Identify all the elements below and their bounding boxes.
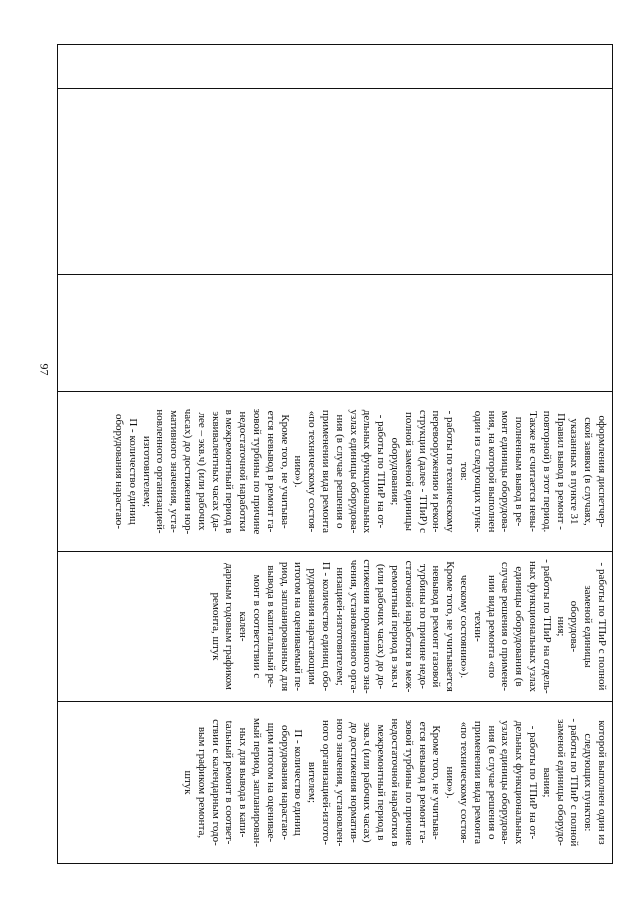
- blank-cell: [58, 45, 613, 89]
- cell-text: которой выполнен один из следующих пунктов: - работы по ТПиР с полной заменой единицы оборудо- вания; - работы по ТПиР на от- дельных функциональных узлах единицы оборудова- ния (в случае решения о применении вида ремонта «по техническому состоя- нию»). Кроме того, не учитыва- ется невывод в ремонт га- зовой турбины по причине недостаточной наработки в межремонтный период в экв.ч (или рабочих часах) до достижения норматив- ного значения, установлен- ного организацией-изгото- вителем; П - количество единиц оборудования нарастаю- щим итогом на оценивае- мый период, запланирован- ных для вывода в капи- tальный ремонт в соответ- ствии с календарным годо- вым графиком ремонта, штук: [182, 717, 608, 848]
- cell-text: оформления диспетчер- ской заявки (в случаях, указанных в пункте 31 Правил вывод в ремонт - повторной) в этот период. Также не считается невы- полненным вывод в ре- монт единицы оборудова- ния, на которой выполнен один из следующих пунк- тов: - работы по техническому перевооружению и рекон- струкции (далее - ТПиР) с полной заменой единицы оборудования; - работы по ТПиР на от- дельных функциональных узлах единицы оборудова- ния (в случае решения о применении вида ремонта «по техническому состоя- нию»). Кроме того, не учитыва- ется невывод в ремонт га- зовой турбины по причине недостаточной наработки в межремонтный период в эквивалентных часах (да- лее – экв.ч) (или рабочих часах) до достижения нор- мативного значения, уста- новленного организацией- изготовителем; П - количество единиц оборудования нарастаю-: [113, 408, 608, 535]
- table-cell-text: [58, 392, 613, 552]
- document-table: [57, 44, 613, 864]
- cell-text: - работы по ТПиР с полной заменой единицы оборудова- ния; - работы по ТПиР на отдель- ных функциональных узлах единицы оборудования (в случае решения о примене- нии вида ремонта «по техни- ческому состоянию»). Кроме того, не учитывается невывод в ремонт газовой турбины по причине недо- статочной наработки в меж- ремонтный период в экв.ч (или рабочих часах) до до- стижения нормативного зна- чения, установленного орга- низацией-изготовителем; П - количество единиц обо- рудования нарастающим итогом на оцениваемый пе- риод, запланированных для вывода в капитальный ре- монт в соответствии с кален- дарным годовым графиком ремонта, штук: [209, 559, 608, 694]
- table-cell-text: [58, 552, 613, 702]
- table-row: [58, 45, 613, 864]
- blank-cell: [58, 275, 613, 392]
- page-number: 97: [37, 363, 52, 376]
- table-cell-text: [58, 702, 613, 864]
- rotated-table-wrapper: [57, 44, 613, 863]
- blank-cell: [58, 89, 613, 275]
